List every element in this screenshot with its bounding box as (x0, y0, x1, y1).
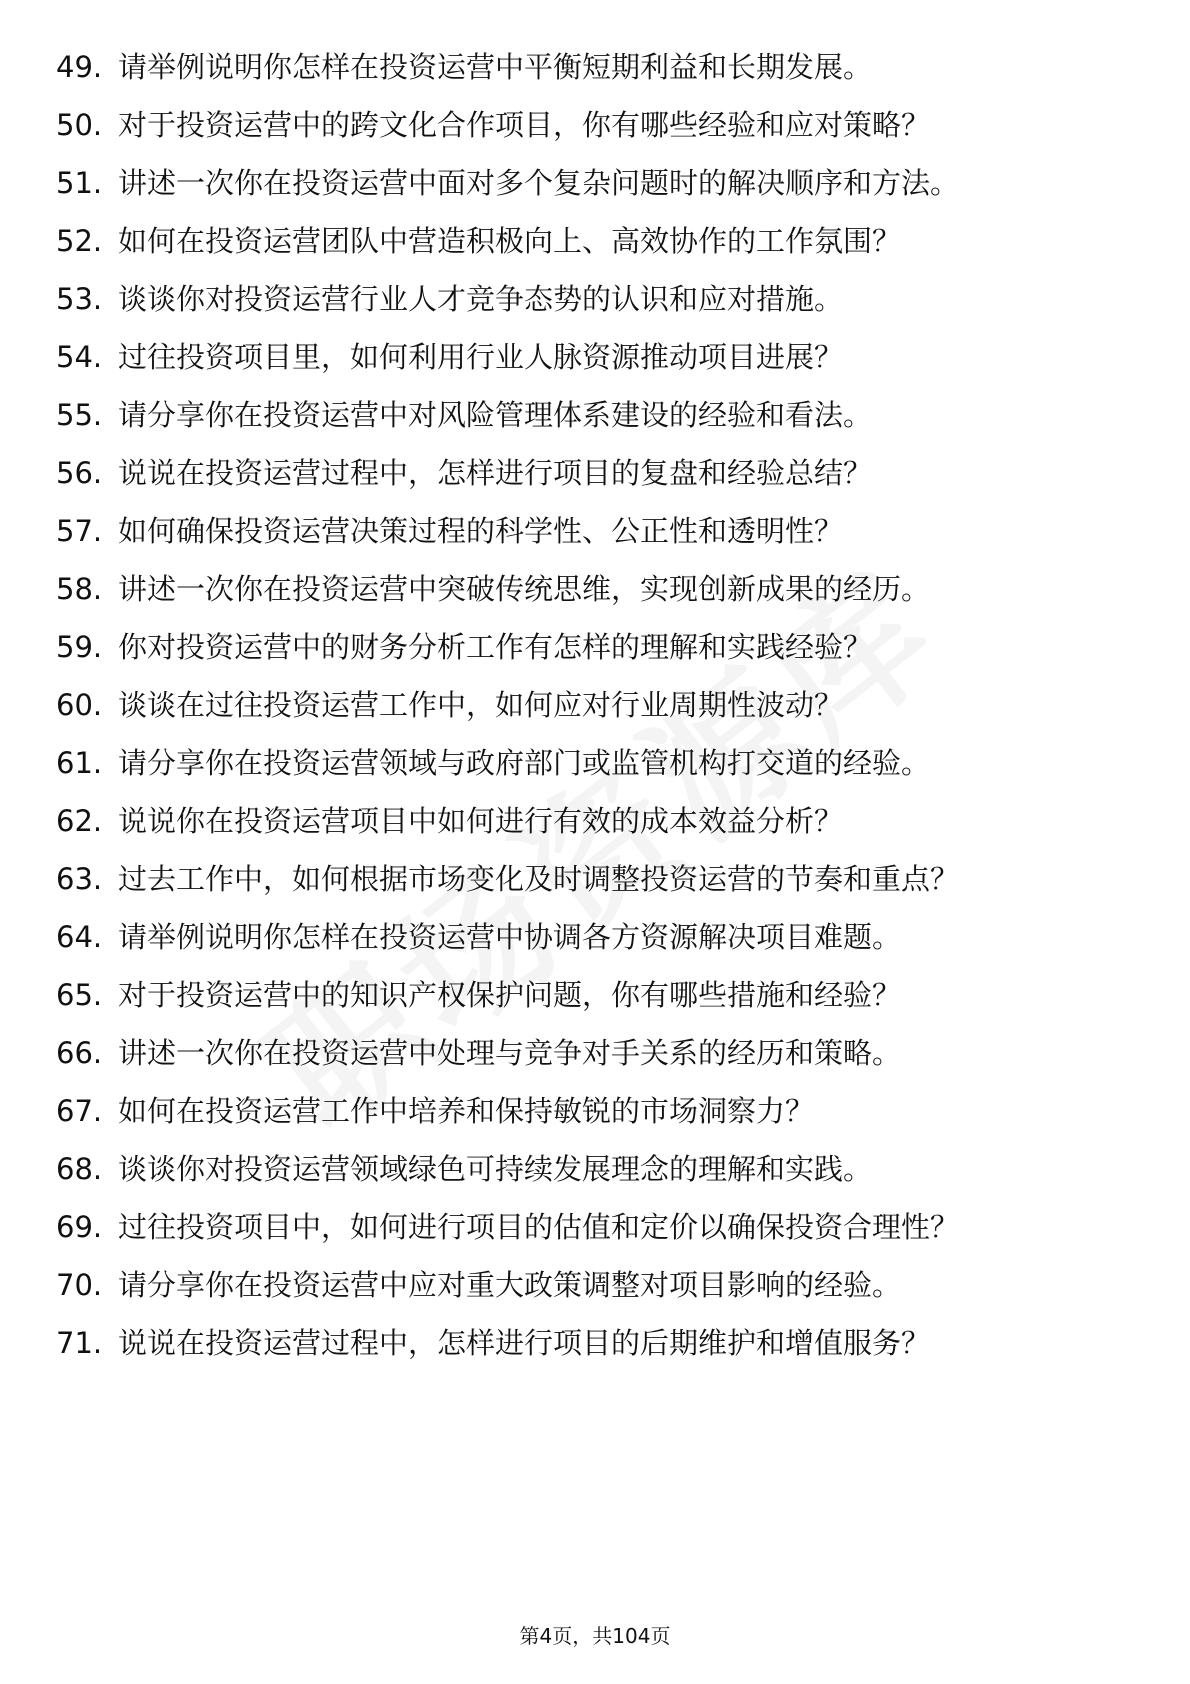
question-text: 讲述一次你在投资运营中处理与竞争对手关系的经历和策略。 (118, 1036, 902, 1070)
list-item (56, 1208, 1096, 1247)
question-number: 66. (56, 1036, 103, 1070)
list-item (56, 1150, 1096, 1189)
question-text: 如何在投资运营工作中培养和保持敏锐的市场洞察力？ (118, 1094, 815, 1128)
question-number: 67. (56, 1094, 103, 1128)
list-item (56, 512, 1096, 551)
question-text: 说说在投资运营过程中，怎样进行项目的复盘和经验总结？ (118, 456, 873, 490)
question-text: 你对投资运营中的财务分析工作有怎样的理解和实践经验？ (118, 630, 873, 664)
list-item (56, 222, 1096, 261)
list-item (56, 106, 1096, 145)
question-number: 62. (56, 804, 103, 838)
question-text: 对于投资运营中的跨文化合作项目，你有哪些经验和应对策略？ (118, 108, 931, 142)
question-text: 请分享你在投资运营领域与政府部门或监管机构打交道的经验。 (118, 746, 931, 780)
question-list (56, 48, 1096, 1382)
list-item (56, 1092, 1096, 1131)
question-text: 说说你在投资运营项目中如何进行有效的成本效益分析？ (118, 804, 844, 838)
question-number: 68. (56, 1152, 103, 1186)
question-number: 63. (56, 862, 103, 896)
question-number: 54. (56, 340, 103, 374)
list-item (56, 1266, 1096, 1305)
question-text: 谈谈你对投资运营领域绿色可持续发展理念的理解和实践。 (118, 1152, 873, 1186)
question-text: 讲述一次你在投资运营中面对多个复杂问题时的解决顺序和方法。 (118, 166, 960, 200)
page-footer (0, 1624, 1190, 1648)
question-text: 对于投资运营中的知识产权保护问题，你有哪些措施和经验？ (118, 978, 902, 1012)
page-number-label: 第4页，共104页 (519, 1624, 671, 1648)
question-number: 59. (56, 630, 103, 664)
question-text: 如何在投资运营团队中营造积极向上、高效协作的工作氛围？ (118, 224, 902, 258)
question-number: 52. (56, 224, 103, 258)
question-text: 请举例说明你怎样在投资运营中平衡短期利益和长期发展。 (118, 50, 873, 84)
question-number: 50. (56, 108, 103, 142)
list-item (56, 48, 1096, 87)
question-text: 请举例说明你怎样在投资运营中协调各方资源解决项目难题。 (118, 920, 902, 954)
question-number: 58. (56, 572, 103, 606)
list-item (56, 628, 1096, 667)
list-item (56, 164, 1096, 203)
list-item (56, 454, 1096, 493)
list-item (56, 686, 1096, 725)
question-number: 51. (56, 166, 103, 200)
question-number: 53. (56, 282, 103, 316)
list-item (56, 860, 1096, 899)
question-text: 过去工作中，如何根据市场变化及时调整投资运营的节奏和重点？ (118, 862, 960, 896)
question-text: 过往投资项目里，如何利用行业人脉资源推动项目进展？ (118, 340, 844, 374)
list-item (56, 280, 1096, 319)
question-number: 70. (56, 1268, 103, 1302)
list-item (56, 570, 1096, 609)
question-text: 请分享你在投资运营中对风险管理体系建设的经验和看法。 (118, 398, 873, 432)
list-item (56, 1034, 1096, 1073)
question-text: 谈谈在过往投资运营工作中，如何应对行业周期性波动？ (118, 688, 844, 722)
question-number: 71. (56, 1326, 103, 1360)
question-text: 请分享你在投资运营中应对重大政策调整对项目影响的经验。 (118, 1268, 902, 1302)
question-number: 49. (56, 50, 103, 84)
list-item (56, 1324, 1096, 1363)
question-number: 65. (56, 978, 103, 1012)
list-item (56, 338, 1096, 377)
list-item (56, 744, 1096, 783)
question-text: 过往投资项目中，如何进行项目的估值和定价以确保投资合理性？ (118, 1210, 960, 1244)
question-number: 60. (56, 688, 103, 722)
question-text: 讲述一次你在投资运营中突破传统思维，实现创新成果的经历。 (118, 572, 931, 606)
question-text: 谈谈你对投资运营行业人才竞争态势的认识和应对措施。 (118, 282, 844, 316)
question-number: 56. (56, 456, 103, 490)
list-item (56, 976, 1096, 1015)
question-number: 64. (56, 920, 103, 954)
list-item (56, 802, 1096, 841)
list-item (56, 918, 1096, 957)
question-text: 说说在投资运营过程中，怎样进行项目的后期维护和增值服务？ (118, 1326, 931, 1360)
list-item (56, 396, 1096, 435)
question-number: 57. (56, 514, 103, 548)
question-text: 如何确保投资运营决策过程的科学性、公正性和透明性？ (118, 514, 844, 548)
question-number: 69. (56, 1210, 103, 1244)
question-number: 55. (56, 398, 103, 432)
question-number: 61. (56, 746, 103, 780)
